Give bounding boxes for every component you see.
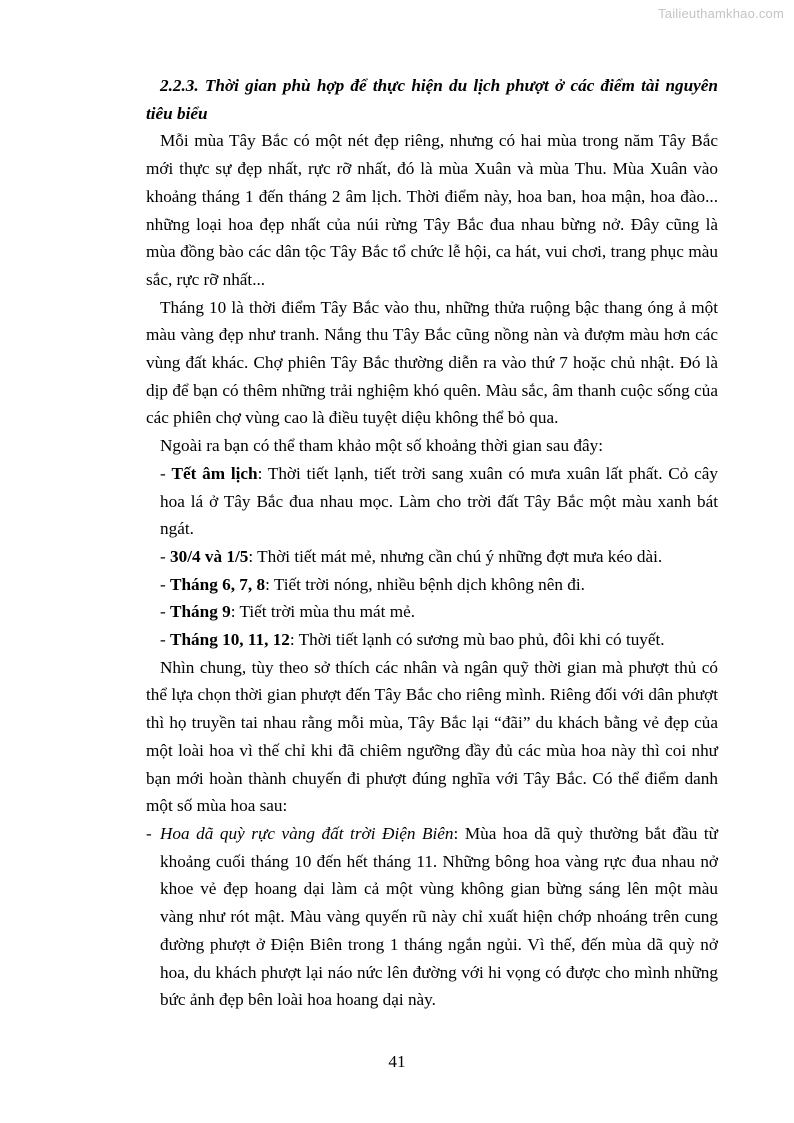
period-term: Tháng 9 <box>170 602 231 622</box>
period-term: Tháng 6, 7, 8 <box>170 574 266 594</box>
paragraph-autumn: Tháng 10 là thời điểm Tây Bắc vào thu, những thửa ruộng bậc thang óng ả một màu vàng đẹp như tranh. Nắng thu Tây Bắc cũng nồng nàn và đượm màu hơn các vùng đất khác. Chợ phiên Tây Bắc thường diễn ra vào thứ 7 hoặc chủ nhật. Đó là dịp để bạn có thêm những trải nghiệm khó quên. Màu sắc, âm thanh cuộc sống của các phiên chợ vùng cao là điều tuyệt diệu không thể bỏ qua. <box>146 297 718 428</box>
period-term: Tháng 10, 11, 12 <box>170 630 290 650</box>
flower-item: - Hoa dã quỳ rực vàng đất trời Điện Biên: Mùa hoa dã quỳ thường bắt đầu từ khoảng cuối tháng 10 đến hết tháng 11. Những bông hoa vàng rực đua nhau nở khoe vẻ đẹp hoang dại làm cả một vùng không gian bừng sáng lên một màu vàng như rót mật. Màu vàng quyến rũ này chỉ xuất hiện chớp nhoáng trên cung đường phượt ở Điện Biên trong 1 tháng ngắn ngủi. Vì thế, đến mùa dã quỳ nở hoa, du khách phượt lại náo nức lên đường với hi vọng có được cho mình những bức ảnh đẹp bên loài hoa hoang dại này. <box>146 823 718 1010</box>
period-item: - Tháng 6, 7, 8: Tiết trời nóng, nhiều bệnh dịch không nên đi. <box>160 574 585 594</box>
period-item: - Tháng 10, 11, 12: Thời tiết lạnh có sương mù bao phủ, đôi khi có tuyết. <box>160 630 665 650</box>
page-number: 41 <box>388 1052 406 1071</box>
paragraph-seasons: Mỗi mùa Tây Bắc có một nét đẹp riêng, nhưng có hai mùa trong năm Tây Bắc mới thực sự đẹp nhất, rực rỡ nhất, đó là mùa Xuân và mùa Thu. Mùa Xuân vào khoảng tháng 1 đến tháng 2 âm lịch. Thời điểm này, hoa ban, hoa mận, hoa đào... những loại hoa đẹp nhất của núi rừng Tây Bắc đua nhau bừng nở. Đây cũng là mùa đồng bào các dân tộc Tây Bắc tổ chức lễ hội, ca hát, vui chơi, trang phục màu sắc, rực rỡ nhất... <box>146 131 718 289</box>
period-item: - 30/4 và 1/5: Thời tiết mát mẻ, nhưng cần chú ý những đợt mưa kéo dài. <box>160 546 663 566</box>
paragraph-flower-seasons: Nhìn chung, tùy theo sở thích các nhân và ngân quỹ thời gian mà phượt thủ có thể lựa chọn thời gian phượt đến Tây Bắc cho riêng mình. Riêng đối với dân phượt thì họ truyền tai nhau rằng mỗi mùa, Tây Bắc lại “đãi” du khách bằng vẻ đẹp của một loài hoa vì thế chỉ khi đã chiêm ngưỡng đầy đủ các mùa hoa này thì coi như bạn mới hoàn thành chuyến đi phượt đúng nghĩa với Tây Bắc. Có thể điểm danh một số mùa hoa sau: <box>146 657 718 816</box>
document-body <box>146 72 718 1014</box>
period-term: Tết âm lịch <box>171 463 258 483</box>
flower-title: Hoa dã quỳ rực vàng đất trời Điện Biên <box>160 823 454 843</box>
section-heading: 2.2.3. Thời gian phù hợp để thực hiện du lịch phượt ở các điểm tài nguyên tiêu biểu <box>146 76 718 123</box>
period-item: - Tết âm lịch: Thời tiết lạnh, tiết trời sang xuân có mưa xuân lất phất. Cỏ cây hoa lá ở Tây Bắc đua nhau mọc. Làm cho trời đất Tây Bắc một màu xanh bát ngát. <box>160 463 718 539</box>
period-item: - Tháng 9: Tiết trời mùa thu mát mẻ. <box>160 602 416 622</box>
period-term: 30/4 và 1/5 <box>170 546 249 566</box>
paragraph-intro-periods: Ngoài ra bạn có thể tham khảo một số khoảng thời gian sau đây: <box>160 436 603 456</box>
watermark: Tailieuthamkhao.com <box>658 6 784 21</box>
